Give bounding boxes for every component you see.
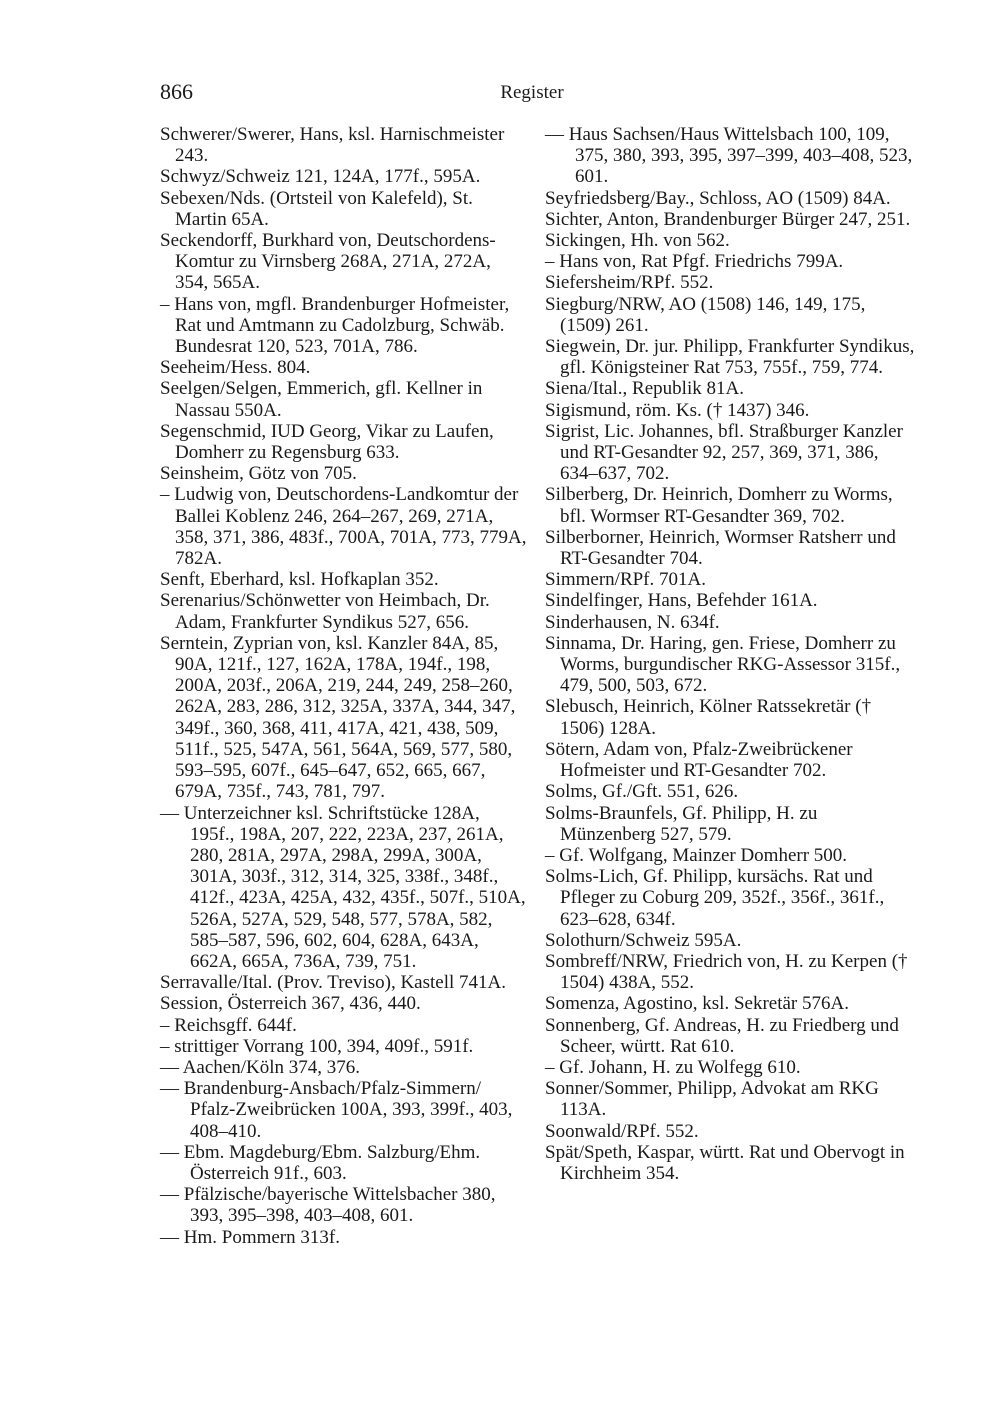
index-entry: Serntein, Zyprian von, ksl. Kanzler 84A, 85, 90A, 121f., 127, 162A, 178A, 194f., 198, 200A, 203f., 206A, 219, 244, 249, 258–260, 262A, 283, 286, 312, 325A, 337A, 344, 347, 349f., 360, 368, 411, 417A, 421, 438, 509, 511f., 525, 547A, 561, 564A, 569, 577, 580, 593–595, 607f., 645–647, 652, 665, 667, 679A, 735f., 743, 781, 797. <box>160 632 516 803</box>
index-entry: –– Unterzeichner ksl. Schriftstücke 128A, 195f., 198A, 207, 222, 223A, 237, 261A, 280, 281A, 297A, 298A, 299A, 300A, 301A, 303f., 312, 314, 325, 338f., 348f., 412f., 423A, 425A, 432, 435f., 507f., 510A, 526A, 527A, 529, 548, 577, 578A, 582, 585–587, 596, 602, 604, 628A, 643A, 662A, 665A, 736A, 739, 751. <box>160 802 526 972</box>
index-entry: Simmern/RPf. 701A. <box>545 569 706 591</box>
index-entry: Schwerer/Swerer, Hans, ksl. Harnischmeister 243. <box>160 124 505 167</box>
index-entry: –– Aachen/Köln 374, 376. <box>160 1056 361 1078</box>
index-entry: –– Pfälzische/bayerische Wittelsbacher 380, 393, 395–398, 403–408, 601. <box>160 1184 496 1227</box>
index-entry: –– Haus Sachsen/Haus Wittelsbach 100, 109, 375, 380, 393, 395, 397–399, 403–408, 523, 601. <box>545 124 913 188</box>
index-entry: Sötern, Adam von, Pfalz-Zweibrückener Hofmeister und RT-Gesandter 702. <box>545 738 853 782</box>
index-entry: Senft, Eberhard, ksl. Hofkaplan 352. <box>160 569 439 591</box>
index-entry: Solms-Braunfels, Gf. Philipp, H. zu Münzenberg 527, 579. <box>545 802 818 845</box>
index-column-right <box>545 124 915 1184</box>
index-entry: Sichter, Anton, Brandenburger Bürger 247, 251. <box>545 208 911 230</box>
index-entry: Sigrist, Lic. Johannes, bfl. Straßburger Kanzler und RT-Gesandter 92, 257, 369, 371, 386, 634–637, 702. <box>545 420 903 485</box>
index-entry: Solms, Gf./Gft. 551, 626. <box>545 781 739 803</box>
index-entry: Sinnama, Dr. Haring, gen. Friese, Domherr zu Worms, burgundischer RKG-Assessor 315f., 479, 500, 503, 672. <box>545 632 901 697</box>
index-entry: Sonnenberg, Gf. Andreas, H. zu Friedberg und Scheer, württ. Rat 610. <box>545 1014 899 1057</box>
index-entry: Sonner/Sommer, Philipp, Advokat am RKG 113A. <box>545 1078 879 1121</box>
index-entry: Session, Österreich 367, 436, 440. <box>160 993 421 1015</box>
index-column-left <box>160 124 528 1248</box>
index-entry: Siefersheim/RPf. 552. <box>545 272 714 294</box>
index-entry: Seckendorff, Burkhard von, Deutschordens-Komtur zu Virnsberg 268A, 271A, 272A, 354, 565A. <box>160 230 496 294</box>
index-entry: Segenschmid, IUD Georg, Vikar zu Laufen, Domherr zu Regensburg 633. <box>160 420 494 464</box>
index-entry: Solms-Lich, Gf. Philipp, kursächs. Rat und Pfleger zu Coburg 209, 352f., 356f., 361f., 623–628, 634f. <box>545 866 885 930</box>
index-entry: – Reichsgff. 644f. <box>160 1014 297 1036</box>
index-entry: –– Ebm. Magdeburg/Ebm. Salzburg/Ehm. Österreich 91f., 603. <box>160 1141 481 1184</box>
index-entry: Sombreff/NRW, Friedrich von, H. zu Kerpen († 1504) 438A, 552. <box>545 950 908 994</box>
index-entry: Seinsheim, Götz von 705. <box>160 463 357 485</box>
index-entry: – strittiger Vorrang 100, 394, 409f., 591f. <box>160 1035 474 1057</box>
index-entry: Serravalle/Ital. (Prov. Treviso), Kastell 741A. <box>160 972 506 994</box>
index-entry: Seyfriedsberg/Bay., Schloss, AO (1509) 84A. <box>545 187 891 209</box>
index-entry: – Ludwig von, Deutschordens-Landkomtur der Ballei Koblenz 246, 264–267, 269, 271A, 358, 371, 386, 483f., 700A, 701A, 773, 779A, 782A. <box>160 484 527 570</box>
index-entry: – Hans von, mgfl. Brandenburger Hofmeister, Rat und Amtmann zu Cadolzburg, Schwäb. Bundesrat 120, 523, 701A, 786. <box>160 293 510 358</box>
index-entry: – Gf. Wolfgang, Mainzer Domherr 500. <box>545 844 848 866</box>
index-entry: Silberborner, Heinrich, Wormser Ratsherr und RT-Gesandter 704. <box>545 526 896 570</box>
index-entry: Siegburg/NRW, AO (1508) 146, 149, 175, (1509) 261. <box>545 293 866 336</box>
index-entry: Slebusch, Heinrich, Kölner Ratssekretär († 1506) 128A. <box>545 696 872 739</box>
index-entry: Siegwein, Dr. jur. Philipp, Frankfurter Syndikus, gfl. Königsteiner Rat 753, 755f., 759, 774. <box>545 336 915 379</box>
index-entry: Silberberg, Dr. Heinrich, Domherr zu Worms, bfl. Wormser RT-Gesandter 369, 702. <box>545 484 893 527</box>
index-entry: Seelgen/Selgen, Emmerich, gfl. Kellner in Nassau 550A. <box>160 378 483 421</box>
index-entry: Solothurn/Schweiz 595A. <box>545 929 742 951</box>
index-entry: Siena/Ital., Republik 81A. <box>545 378 744 400</box>
index-entry: Schwyz/Schweiz 121, 124A, 177f., 595A. <box>160 166 481 188</box>
index-entry: Sinderhausen, N. 634f. <box>545 611 720 633</box>
index-entry: Serenarius/Schönwetter von Heimbach, Dr. Adam, Frankfurter Syndikus 527, 656. <box>160 590 490 633</box>
page-number: 866 <box>160 79 193 104</box>
index-entry: Soonwald/RPf. 552. <box>545 1120 699 1142</box>
index-entry: – Hans von, Rat Pfgf. Friedrichs 799A. <box>545 251 844 273</box>
index-entry: Spät/Speth, Kaspar, württ. Rat und Obervogt in Kirchheim 354. <box>545 1141 905 1184</box>
index-entry: Sindelfinger, Hans, Befehder 161A. <box>545 590 818 612</box>
index-entry: Somenza, Agostino, ksl. Sekretär 576A. <box>545 993 849 1015</box>
index-entry: Seeheim/Hess. 804. <box>160 357 311 379</box>
index-entry: Sigismund, röm. Ks. († 1437) 346. <box>545 399 810 421</box>
index-entry: Sebexen/Nds. (Ortsteil von Kalefeld), St. Martin 65A. <box>160 187 473 230</box>
index-entry: Sickingen, Hh. von 562. <box>545 230 730 252</box>
index-entry: –– Brandenburg-Ansbach/Pfalz-Simmern/ Pfalz-Zweibrücken 100A, 393, 399f., 403, 408–410. <box>160 1078 513 1142</box>
index-entry: –– Hm. Pommern 313f. <box>160 1226 340 1248</box>
running-head: Register <box>500 82 564 103</box>
index-entry: – Gf. Johann, H. zu Wolfegg 610. <box>545 1056 801 1078</box>
